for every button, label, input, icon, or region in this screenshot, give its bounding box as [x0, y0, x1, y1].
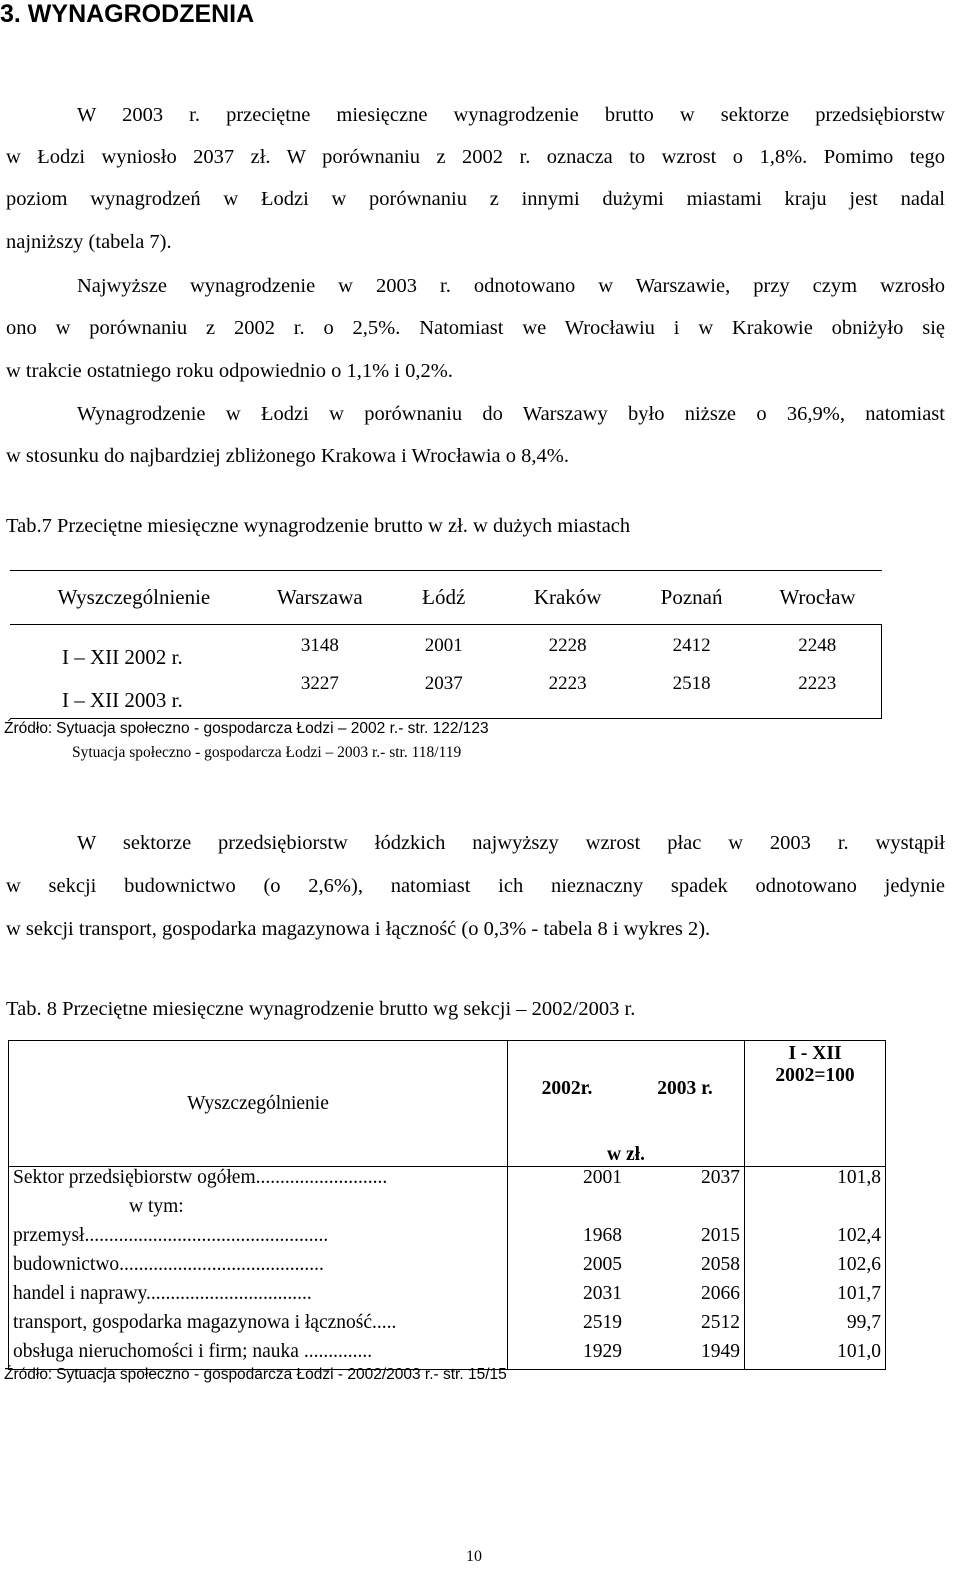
- header-cell: Łódź: [382, 571, 506, 625]
- text-line: ono w porównaniu z 2002 r. o 2,5%. Natomiast we Wrocławiu i w Krakowie obniżyło się: [6, 317, 945, 339]
- page-number: 10: [466, 1548, 482, 1565]
- text-line: W sektorze przedsiębiorstw łódzkich najwyższy wzrost płac w 2003 r. wystąpił: [77, 832, 945, 854]
- header-cell: Warszawa: [258, 571, 382, 625]
- table-row: [10, 673, 882, 719]
- row-label: transport, gospodarka magazynowa i łączność.....: [9, 1312, 508, 1341]
- text-line: Wynagrodzenie w Łodzi w porównaniu do Warszawy było niższe o 36,9%, natomiast: [77, 403, 945, 425]
- row-label: I – XII 2003 r.: [62, 687, 183, 712]
- table-7: [10, 570, 882, 719]
- text-line: poziom wynagrodzeń w Łodzi w porównaniu z innymi dużymi miastami kraju jest nadal: [6, 188, 945, 210]
- header-cell: I - XII 2002=100: [745, 1041, 886, 1167]
- table-row: [9, 1167, 886, 1196]
- value-cell: 2519: [583, 1311, 622, 1333]
- value-cell: 1949: [701, 1340, 740, 1362]
- table-row: [10, 635, 882, 673]
- value-cell: 2037: [701, 1167, 740, 1188]
- value-cell: 2001: [583, 1167, 622, 1188]
- row-label: Sektor przedsiębiorstw ogółem...........................: [9, 1167, 508, 1196]
- value-cell: 1968: [583, 1224, 622, 1246]
- value-cell: 2058: [701, 1253, 740, 1275]
- value-cell: 102,6: [745, 1254, 886, 1283]
- header-cell: 2002r.: [508, 1041, 627, 1137]
- text-line: w Łodzi wyniosło 2037 zł. W porównaniu z 2002 r. oznacza to wzrost o 1,8%. Pomimo tego: [6, 146, 945, 168]
- value-cell: 101,0: [745, 1341, 886, 1370]
- text-line: w sekcji budownictwo (o 2,6%), natomiast ich nieznaczny spadek odnotowano jedynie: [6, 875, 945, 897]
- value-cell: 3148: [300, 634, 339, 656]
- value-cell: 101,7: [745, 1283, 886, 1312]
- value-cell: 99,7: [745, 1312, 886, 1341]
- header-cell: Poznań: [630, 571, 754, 625]
- text-line: najniższy (tabela 7).: [6, 231, 172, 253]
- value-cell: 102,4: [745, 1225, 886, 1254]
- value-cell: 2066: [701, 1282, 740, 1304]
- row-label: handel i naprawy..................................: [9, 1283, 508, 1312]
- value-cell: 2223: [754, 673, 882, 719]
- value-cell: 2512: [701, 1311, 740, 1333]
- value-cell: 2031: [583, 1282, 622, 1304]
- value-cell: 2015: [701, 1224, 740, 1246]
- table-8: [8, 1040, 886, 1370]
- table7-source-line2: Sytuacja społeczno - gospodarcza Łodzi – 2003 r.- str. 118/119: [72, 744, 462, 761]
- text-line: w stosunku do najbardziej zbliżonego Krakowa i Wrocławia o 8,4%.: [6, 445, 569, 467]
- value-cell: 2223: [548, 672, 587, 694]
- value-cell: 2228: [548, 634, 587, 656]
- row-label: przemysł..................................................: [9, 1225, 508, 1254]
- value-cell: 2037: [424, 672, 463, 694]
- table8-caption: Tab. 8 Przeciętne miesięczne wynagrodzenie brutto wg sekcji – 2002/2003 r.: [6, 998, 636, 1020]
- value-cell: 2005: [583, 1253, 622, 1275]
- header-cell: Kraków: [506, 571, 630, 625]
- row-label: budownictwo..........................................: [9, 1254, 508, 1283]
- text-line: w trakcie ostatniego roku odpowiednio o 1,1% i 0,2%.: [6, 360, 453, 382]
- value-cell: 2248: [754, 635, 882, 673]
- table7-source: [4, 720, 489, 738]
- value-cell: 3227: [300, 672, 339, 694]
- unit-cell: w zł.: [607, 1144, 645, 1165]
- header-cell: Wyszczególnienie: [10, 571, 258, 625]
- table-header-row: [10, 571, 882, 625]
- source-label: Źródło:: [4, 720, 53, 737]
- value-cell: 2518: [672, 672, 711, 694]
- table8-source: [4, 1366, 507, 1384]
- value-cell: 2001: [424, 634, 463, 656]
- table-header-row: [9, 1041, 886, 1137]
- value-cell: 1929: [583, 1340, 622, 1362]
- source-text: Sytuacja społeczno - gospodarcza Łodzi - 2002/2003 r.- str. 15/15: [56, 1366, 507, 1383]
- header-cell: Wyszczególnienie: [9, 1041, 508, 1167]
- text-line: W 2003 r. przeciętne miesięczne wynagrodzenie brutto w sektorze przedsiębiorstw: [77, 104, 945, 126]
- value-cell: 2412: [672, 634, 711, 656]
- table-row: [9, 1254, 886, 1283]
- table-row: [9, 1283, 886, 1312]
- row-label: obsługa nieruchomości i firm; nauka ..............: [9, 1341, 508, 1370]
- row-label: w tym:: [9, 1196, 508, 1225]
- table-row: [9, 1196, 886, 1225]
- header-cell: Wrocław: [754, 571, 882, 625]
- row-label: I – XII 2002 r.: [62, 645, 183, 669]
- value-cell: 101,8: [745, 1167, 886, 1196]
- table-row: [9, 1312, 886, 1341]
- text-line: w sekcji transport, gospodarka magazynowa i łączność (o 0,3% - tabela 8 i wykres 2).: [6, 918, 711, 940]
- table7-caption: Tab.7 Przeciętne miesięczne wynagrodzenie brutto w zł. w dużych miastach: [6, 515, 631, 537]
- source-text: Sytuacja społeczno - gospodarcza Łodzi – 2002 r.- str. 122/123: [56, 720, 489, 737]
- text-line: Najwyższe wynagrodzenie w 2003 r. odnotowano w Warszawie, przy czym wzrosło: [77, 275, 945, 297]
- section-heading: 3. WYNAGRODZENIA: [0, 0, 255, 28]
- source-label: Źródło:: [4, 1366, 53, 1383]
- header-cell: 2003 r.: [626, 1041, 745, 1137]
- table-row: [9, 1225, 886, 1254]
